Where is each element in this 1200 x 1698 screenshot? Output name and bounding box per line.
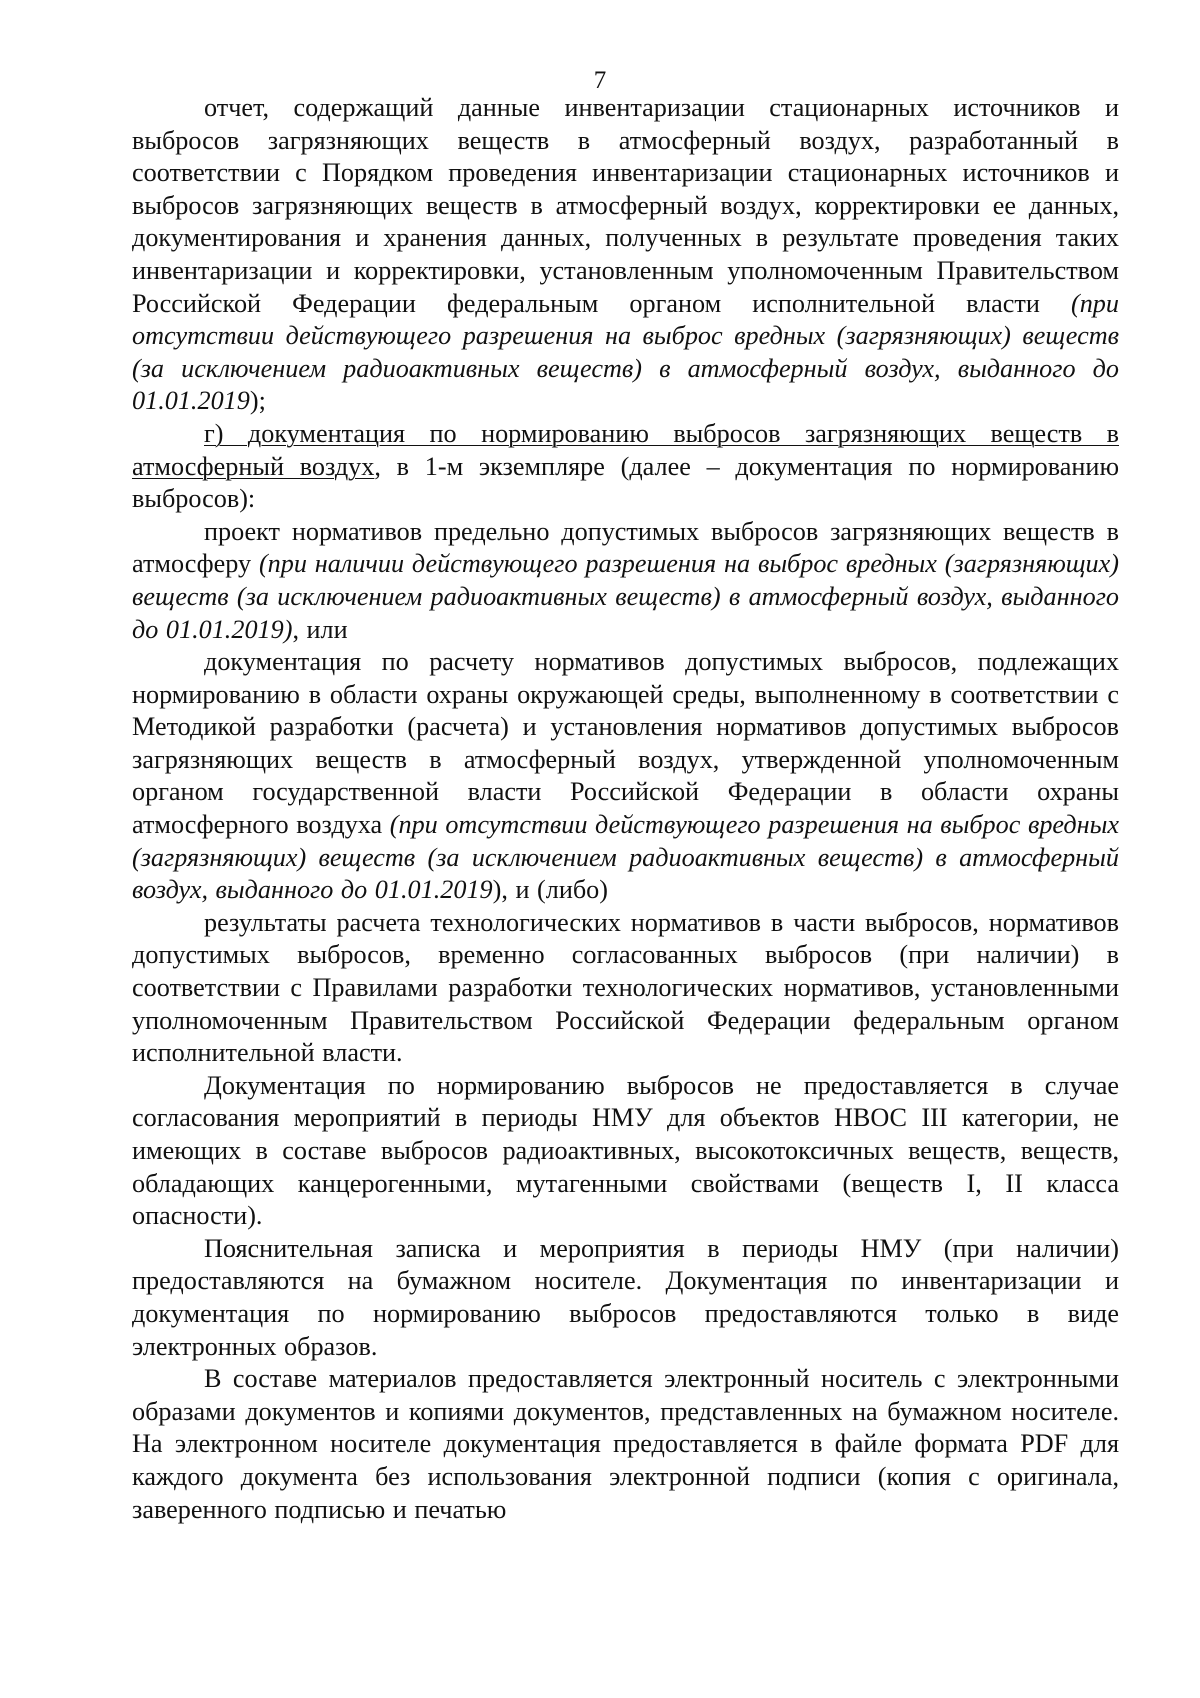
paragraph-pdv-project: [132, 516, 1119, 646]
paragraph-nmu-exemption: Документация по нормированию выбросов не предоставляется в случае согласования мероприятий в периоды НМУ для объектов НВОС III категории, не имеющих в составе выбросов радиоактивных, высокотоксичных веществ, веществ, обладающих канцерогенными, мутагенными свойствами (веществ I, II класса опасности).: [132, 1070, 1119, 1231]
paragraph-text: отчет, содержащий данные инвентаризации стационарных источников и выбросов загрязняющих веществ в атмосферный воздух, разработанный в соответствии с Порядком проведения инвентаризации стационарных источников и выбросов загрязняющих веществ в атмосферный воздух, корректировки ее данных, документирования и хранения данных, полученных в результате проведения таких инвентаризации и корректировки, установленным уполномоченным Правительством Российской Федерации федеральным органом исполнительной власти: [132, 93, 1119, 318]
paragraph-text: документация по расчету нормативов допустимых выбросов, подлежащих нормированию в области охраны окружающей среды, выполненному в соответствии с Методикой разработки (расчета) и установления нормативов допустимых выбросов загрязняющих веществ в атмосферный воздух, утвержденной уполномоченным органом государственной власти Российской Федерации в области охраны атмосферного воздуха: [132, 647, 1119, 840]
paragraph-text: проект нормативов предельно допустимых выбросов загрязняющих веществ в атмосферу: [132, 516, 1119, 579]
italic-note: (при отсутствии действующего разрешения на выброс вредных (загрязняющих) веществ (за исключением радиоактивных веществ) в атмосферный воздух, выданного до 01.01.2019: [132, 810, 1119, 905]
document-body: [132, 92, 1119, 1526]
paragraph-explanatory-note: Пояснительная записка и мероприятия в периоды НМУ (при наличии) предоставляются на бумажном носителе. Документация по инвентаризации и документация по нормированию выбросов предоставляются только в виде электронных образов.: [132, 1233, 1119, 1361]
page-number: 7: [593, 67, 607, 94]
paragraph-end: ), и (либо): [492, 875, 608, 905]
paragraph-item-g: [132, 418, 1119, 516]
paragraph-electronic-media: В составе материалов предоставляется электронный носитель с электронными образами документов и копиями документов, представленных на бумажном носителе. На электронном носителе документация предоставляется в файле формата PDF для каждого документа без использования электронной подписи (копия с оригинала, заверенного подписью и печатью: [132, 1364, 1119, 1524]
item-g-heading: г) документация по нормированию выбросов загрязняющих веществ в атмосферный воздух: [132, 418, 1119, 481]
paragraph-end: );: [249, 386, 266, 416]
paragraph-text: , в 1-м экземпляре (далее – документация по нормированию выбросов):: [132, 451, 1120, 514]
italic-note: (при наличии действующего разрешения на выброс вредных (загрязняющих) веществ (за исключением радиоактивных веществ) в атмосферный воздух, выданного до 01.01.2019): [132, 549, 1119, 644]
paragraph-inventory-report: [132, 92, 1119, 418]
paragraph-end: , или: [292, 614, 348, 644]
paragraph-ndv-documentation: [132, 646, 1119, 907]
italic-note: (при отсутствии действующего разрешения на выброс вредных (загрязняющих) веществ (за исключением радиоактивных веществ) в атмосферный воздух, выданного до 01.01.2019: [132, 288, 1119, 416]
paragraph-technological-norms: результаты расчета технологических нормативов в части выбросов, нормативов допустимых выбросов, временно согласованных выбросов (при наличии) в соответствии с Правилами разработки технологических нормативов, установленными уполномоченным Правительством Российской Федерации федеральным органом исполнительной власти.: [132, 907, 1119, 1068]
